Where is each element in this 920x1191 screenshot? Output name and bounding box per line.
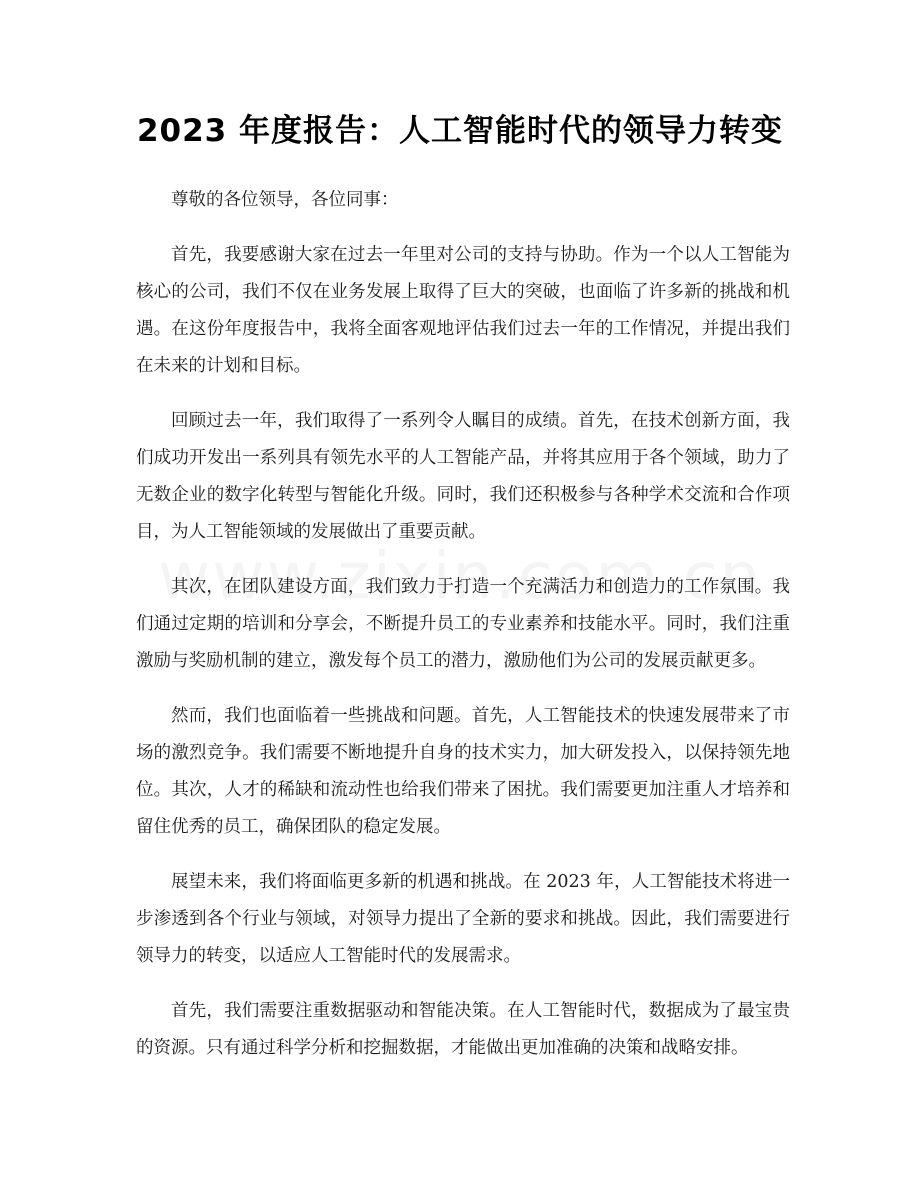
- paragraph-intro: 首先，我要感谢大家在过去一年里对公司的支持与协助。作为一个以人工智能为核心的公司，我们不仅在业务发展上取得了巨大的突破，也面临了许多新的挑战和机遇。在这份年度报告中，我将全面客观地评估我们过去一年的工作情况，并提出我们在未来的计划和目标。: [136, 245, 790, 376]
- paragraph-team: 其次，在团队建设方面，我们致力于打造一个充满活力和创造力的工作氛围。我们通过定期的培训和分享会，不断提升员工的专业素养和技能水平。同时，我们注重激励与奖励机制的建立，激发每个员工的潜力，激励他们为公司的发展贡献更多。: [136, 577, 790, 671]
- document-body: [136, 182, 790, 1085]
- document-title: 2023 年度报告：人工智能时代的领导力转变: [136, 113, 784, 149]
- paragraph-data-driven: 首先，我们需要注重数据驱动和智能决策。在人工智能时代，数据成为了最宝贵的资源。只有通过科学分析和挖掘数据，才能做出更加准确的决策和战略安排。: [136, 1001, 790, 1058]
- paragraph-challenges: 然而，我们也面临着一些挑战和问题。首先，人工智能技术的快速发展带来了市场的激烈竞争。我们需要不断地提升自身的技术实力，加大研发投入，以保持领先地位。其次，人才的稀缺和流动性也给我们带来了困扰。我们需要更加注重人才培养和留住优秀的员工，确保团队的稳定发展。: [136, 706, 790, 837]
- paragraph-salutation: 尊敬的各位领导，各位同事：: [171, 190, 399, 210]
- paragraph-outlook: 展望未来，我们将面临更多新的机遇和挑战。在 2023 年，人工智能技术将进一步渗透到各个行业与领域，对领导力提出了全新的要求和挑战。因此，我们需要进行领导力的转变，以适应人工智能时代的发展需求。: [136, 872, 790, 966]
- paragraph-review: 回顾过去一年，我们取得了一系列令人瞩目的成绩。首先，在技术创新方面，我们成功开发出一系列具有领先水平的人工智能产品，并将其应用于各个领域，助力了无数企业的数字化转型与智能化升级。同时，我们还积极参与各种学术交流和合作项目，为人工智能领域的发展做出了重要贡献。: [136, 411, 790, 542]
